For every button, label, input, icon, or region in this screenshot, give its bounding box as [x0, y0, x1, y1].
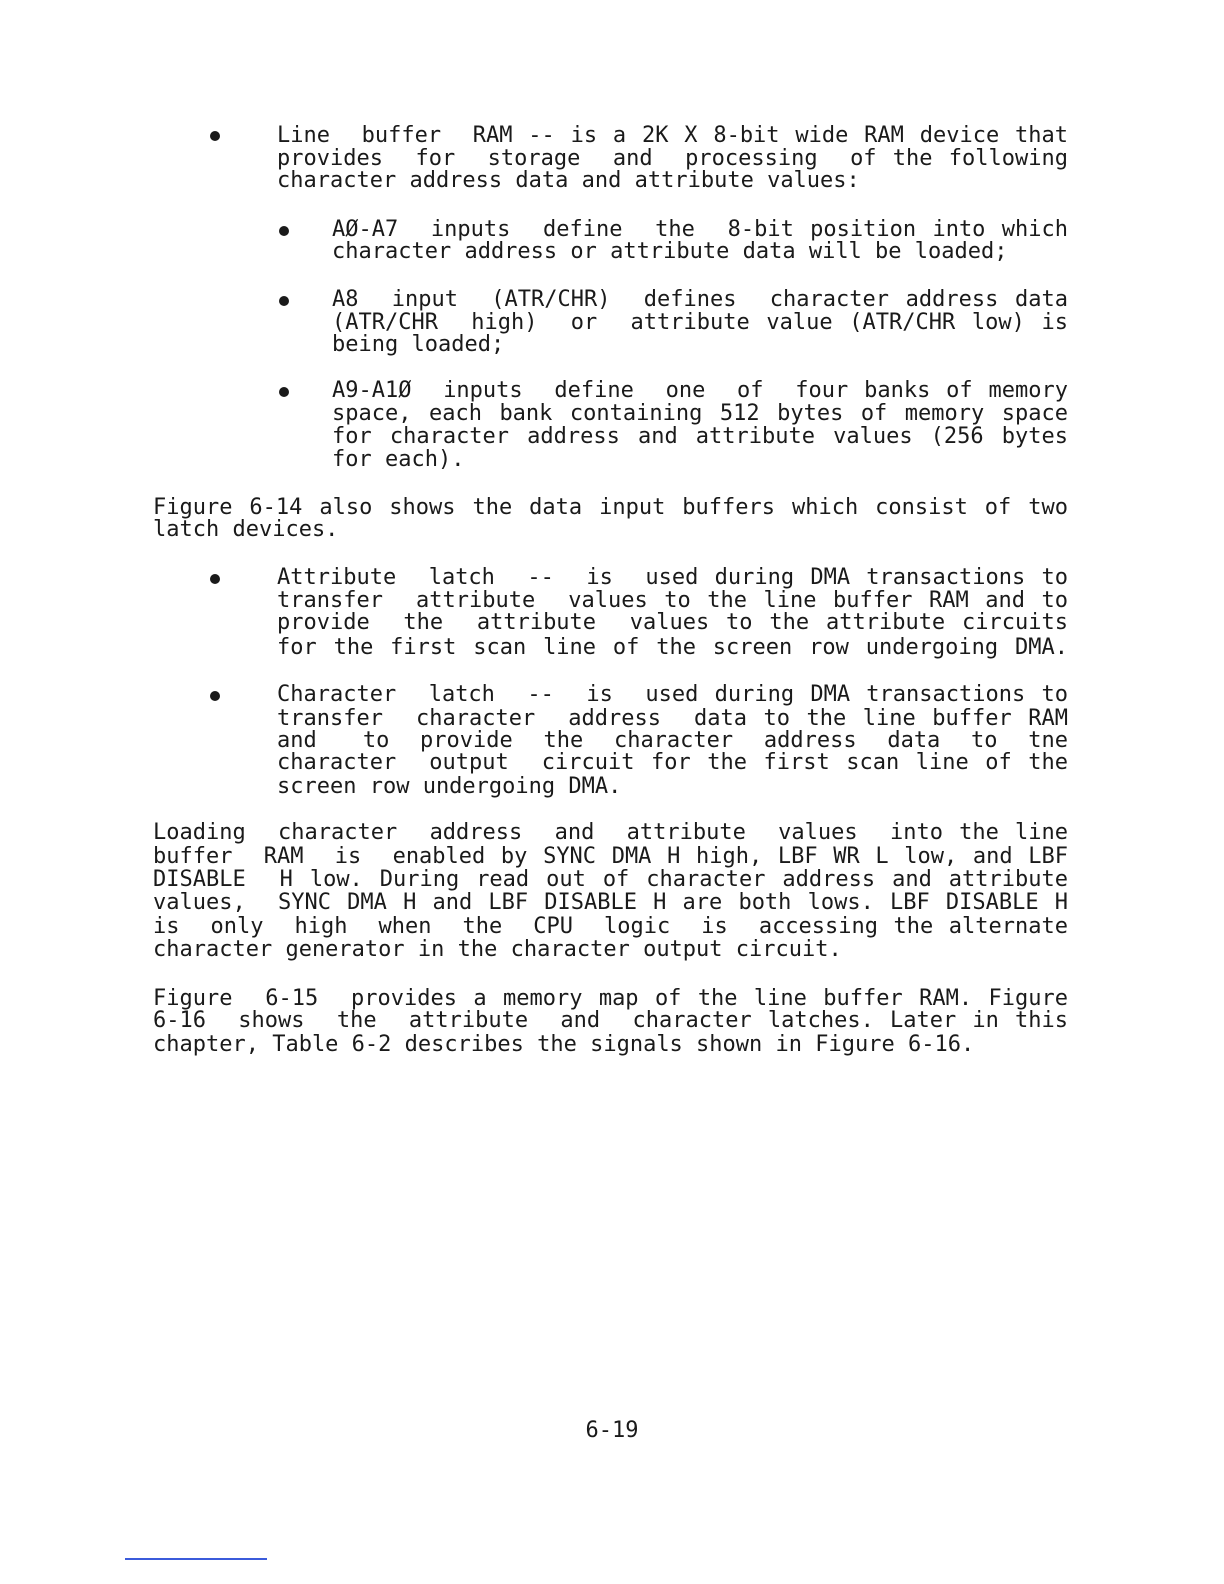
text-line: buffer RAM is enabled by SYNC DMA H high, LBF WR L low, and LBF — [153, 844, 1068, 869]
bullet-dot — [210, 574, 220, 584]
text-line: for character address and attribute values (256 bytes — [332, 424, 1068, 449]
text-line: character address or attribute data will be loaded; — [332, 239, 1008, 264]
text-line: Line buffer RAM -- is a 2K X 8-bit wide RAM device that — [277, 123, 1068, 148]
text-line: A9-A1Ø inputs define one of four banks of memory — [332, 378, 1068, 403]
page-number: 6-19 — [585, 1418, 639, 1443]
text-line: being loaded; — [332, 332, 505, 357]
text-line: 6-16 shows the attribute and character latches. Later in this — [153, 1008, 1068, 1033]
text-line: latch devices. — [153, 517, 339, 542]
text-line: character generator in the character output circuit. — [153, 937, 842, 962]
bullet-dot — [279, 387, 289, 397]
bullet-dot — [210, 131, 220, 141]
text-line: for each). — [332, 447, 465, 472]
text-line: is only high when the CPU logic is accessing the alternate — [153, 914, 1068, 939]
text-line: transfer character address data to the line buffer RAM — [277, 706, 1068, 731]
text-line: DISABLE H low. During read out of character address and attribute — [153, 867, 1068, 892]
text-line: for the first scan line of the screen row undergoing DMA. — [277, 635, 1068, 660]
text-line: space, each bank containing 512 bytes of memory space — [332, 401, 1068, 426]
text-line: chapter, Table 6-2 describes the signals shown in Figure 6-16. — [153, 1032, 975, 1057]
bullet-dot — [210, 691, 220, 701]
bottom-edge-rule — [125, 1558, 267, 1560]
text-line: Figure 6-15 provides a memory map of the line buffer RAM. Figure — [153, 986, 1068, 1011]
text-line: character address data and attribute values: — [277, 168, 860, 193]
text-line: screen row undergoing DMA. — [277, 774, 622, 799]
text-line: Loading character address and attribute values into the line — [153, 820, 1068, 845]
text-line: Attribute latch -- is used during DMA transactions to — [277, 565, 1068, 590]
text-line: AØ-A7 inputs define the 8-bit position into which — [332, 217, 1068, 242]
text-line: values, SYNC DMA H and LBF DISABLE H are both lows. LBF DISABLE H — [153, 890, 1068, 915]
text-line: (ATR/CHR high) or attribute value (ATR/CHR low) is — [332, 310, 1068, 335]
bullet-dot — [279, 226, 289, 236]
text-line: and to provide the character address data to tne — [277, 728, 1068, 753]
text-line: Character latch -- is used during DMA transactions to — [277, 682, 1068, 707]
text-line: Figure 6-14 also shows the data input buffers which consist of two — [153, 495, 1068, 520]
text-line: transfer attribute values to the line buffer RAM and to — [277, 588, 1068, 613]
text-line: provides for storage and processing of the following — [277, 146, 1068, 171]
text-line: provide the attribute values to the attribute circuits — [277, 610, 1068, 635]
text-line: A8 input (ATR/CHR) defines character address data — [332, 287, 1068, 312]
text-line: character output circuit for the first scan line of the — [277, 750, 1068, 775]
bullet-dot — [279, 296, 289, 306]
